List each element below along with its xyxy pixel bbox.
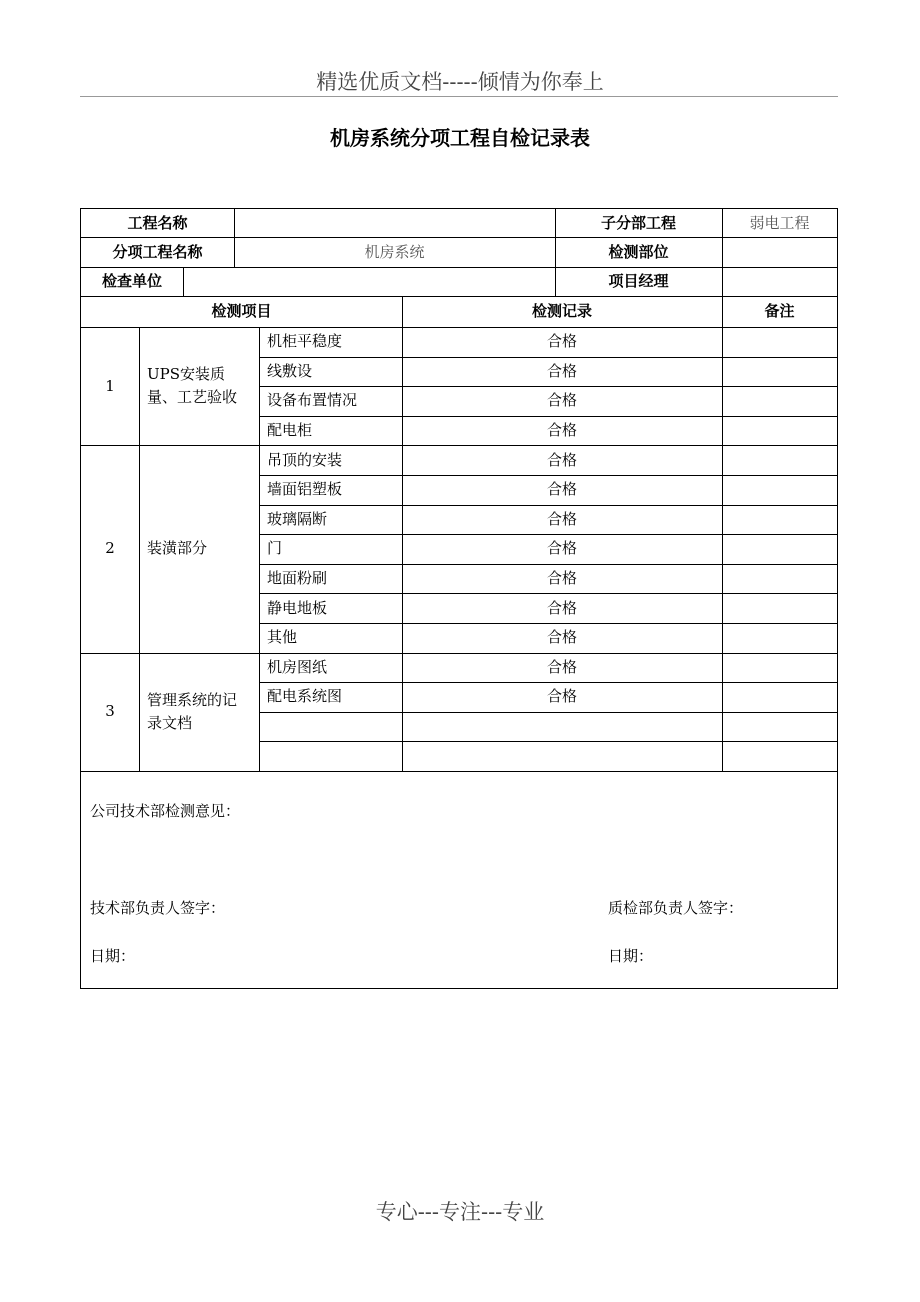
- item-note[interactable]: [722, 505, 837, 535]
- item-record[interactable]: 合格: [546, 480, 577, 499]
- opinion-label: 公司技术部检测意见：: [90, 802, 241, 820]
- header-divider: [80, 96, 838, 97]
- project-name-label: 工程名称: [127, 213, 188, 232]
- row-divider: [259, 712, 837, 713]
- row-divider: [259, 741, 837, 742]
- col-divider: [722, 327, 723, 771]
- col-divider: [259, 327, 260, 771]
- group-divider: [81, 771, 837, 772]
- row-divider: [259, 386, 837, 387]
- inspection-unit-value[interactable]: [183, 267, 555, 296]
- row-divider: [259, 593, 837, 594]
- row-divider: [259, 682, 837, 683]
- item-name: 吊顶的安装: [267, 450, 343, 469]
- row-divider: [259, 505, 837, 506]
- item-record[interactable]: 合格: [546, 687, 577, 706]
- item-record[interactable]: 合格: [546, 539, 577, 558]
- project-name-value[interactable]: [234, 209, 555, 237]
- item-note[interactable]: [722, 623, 837, 653]
- project-manager-value[interactable]: [722, 267, 837, 296]
- test-location-value[interactable]: [722, 237, 837, 267]
- page-header: 精选优质文档-----倾情为你奉上: [316, 70, 604, 94]
- item-name: 其他: [267, 628, 298, 647]
- col-divider: [402, 327, 403, 771]
- tech-signature-label[interactable]: 技术部负责人签字：: [90, 899, 226, 917]
- row-divider: [259, 564, 837, 565]
- item-name-value[interactable]: 机房系统: [364, 242, 425, 261]
- header-remarks: 备注: [764, 302, 795, 320]
- item-record[interactable]: 合格: [546, 361, 577, 380]
- item-name-label: 分项工程名称: [112, 242, 203, 261]
- item-name: [259, 712, 402, 742]
- item-record[interactable]: [402, 712, 722, 742]
- item-record[interactable]: 合格: [546, 450, 577, 469]
- item-name: 地面粉刷: [267, 569, 328, 588]
- project-manager-label: 项目经理: [608, 272, 669, 290]
- sub-project-label: 子分部工程: [600, 213, 676, 232]
- row-divider: [259, 416, 837, 417]
- item-name: 玻璃隔断: [267, 509, 328, 528]
- row-divider: [259, 357, 837, 358]
- test-location-label: 检测部位: [608, 242, 669, 261]
- item-note[interactable]: [722, 445, 837, 475]
- item-name: 机房图纸: [267, 657, 328, 676]
- item-record[interactable]: 合格: [546, 628, 577, 647]
- item-record[interactable]: 合格: [546, 332, 577, 351]
- item-note[interactable]: [722, 653, 837, 683]
- group-number: 3: [105, 702, 115, 721]
- row-divider: [259, 623, 837, 624]
- page-title: 机房系统分项工程自检记录表: [330, 126, 590, 150]
- inspection-unit-label: 检查单位: [101, 272, 162, 290]
- item-record[interactable]: 合格: [546, 421, 577, 440]
- date-right-label[interactable]: 日期：: [608, 947, 654, 965]
- item-name: 门: [267, 539, 283, 558]
- item-record[interactable]: 合格: [546, 509, 577, 528]
- item-record[interactable]: 合格: [546, 598, 577, 617]
- item-note[interactable]: [722, 534, 837, 564]
- item-note[interactable]: [722, 386, 837, 416]
- item-note[interactable]: [722, 357, 837, 387]
- item-note[interactable]: [722, 593, 837, 623]
- item-name: 设备布置情况: [267, 391, 358, 410]
- item-note[interactable]: [722, 712, 837, 742]
- item-note[interactable]: [722, 416, 837, 446]
- header-test-items: 检测项目: [211, 302, 272, 320]
- item-note[interactable]: [722, 741, 837, 771]
- item-record[interactable]: [402, 741, 722, 771]
- item-name: 静电地板: [267, 598, 328, 617]
- item-record[interactable]: 合格: [546, 391, 577, 410]
- item-record[interactable]: 合格: [546, 569, 577, 588]
- group-name: 装潢部分: [147, 539, 208, 558]
- group-number: 2: [105, 539, 115, 558]
- group-name: UPS安装质量、工艺验收: [147, 365, 238, 407]
- inspection-form: [80, 208, 838, 989]
- item-record[interactable]: 合格: [546, 657, 577, 676]
- item-name: 墙面铝塑板: [267, 480, 343, 499]
- sub-project-value[interactable]: 弱电工程: [749, 213, 810, 232]
- date-left-label[interactable]: 日期：: [90, 947, 136, 965]
- item-name: 配电柜: [267, 421, 313, 440]
- col-divider: [139, 327, 140, 771]
- group-name: 管理系统的记录文档: [147, 690, 238, 732]
- item-note[interactable]: [722, 327, 837, 357]
- item-name: 机柜平稳度: [267, 332, 343, 351]
- page-footer: 专心---专注---专业: [375, 1200, 545, 1224]
- qc-signature-label[interactable]: 质检部负责人签字：: [608, 899, 744, 917]
- group-number: 1: [105, 376, 115, 395]
- row-divider: [259, 534, 837, 535]
- item-note[interactable]: [722, 564, 837, 594]
- item-note[interactable]: [722, 475, 837, 505]
- header-test-record: 检测记录: [531, 302, 592, 320]
- item-name: 线敷设: [267, 361, 313, 380]
- row-divider: [259, 475, 837, 476]
- item-name: 配电系统图: [267, 687, 343, 706]
- item-name: [259, 741, 402, 771]
- item-note[interactable]: [722, 682, 837, 712]
